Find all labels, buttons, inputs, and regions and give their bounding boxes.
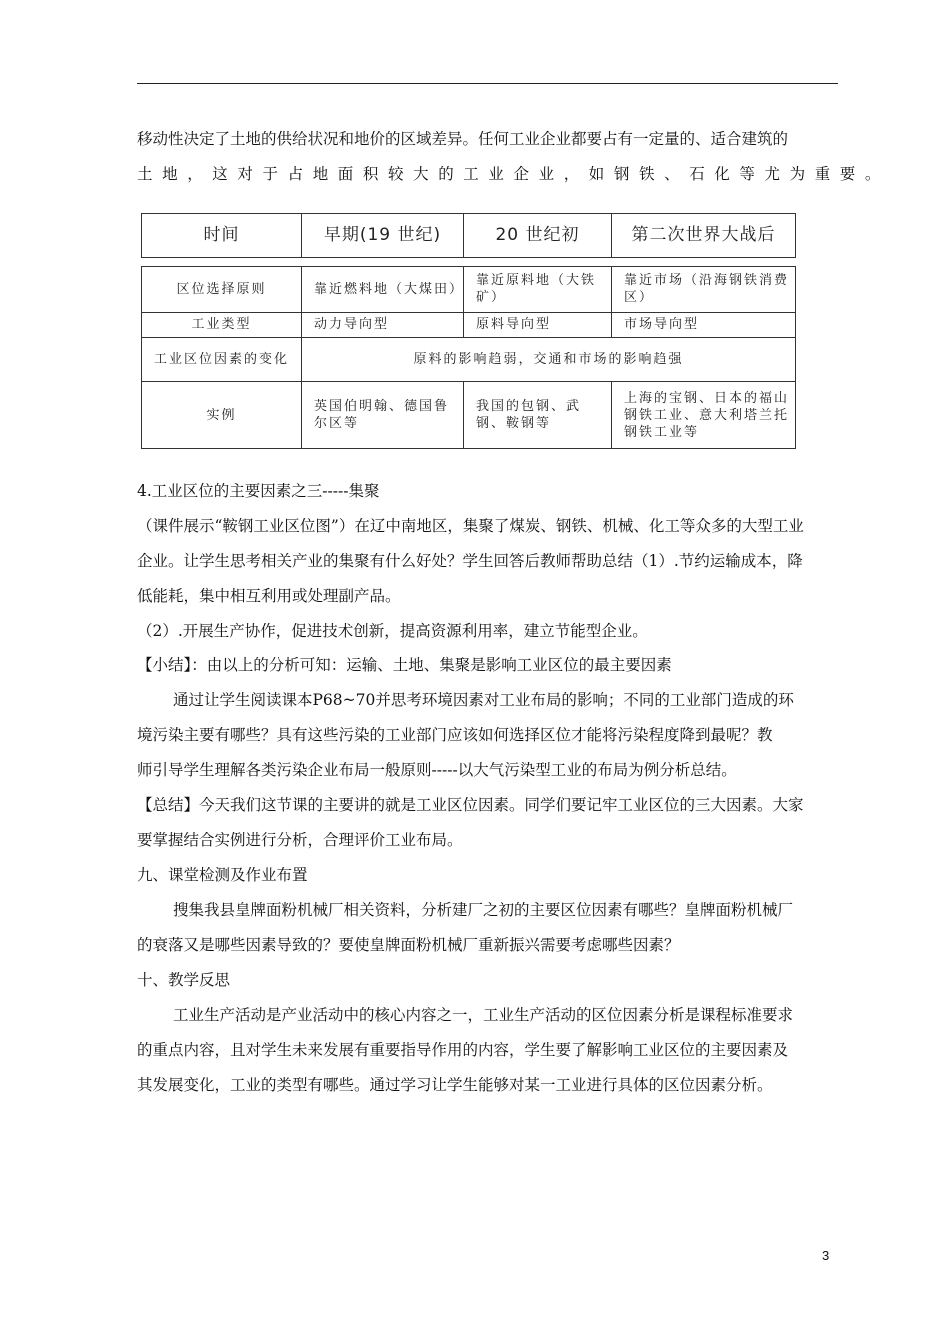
row-label: 区位选择原则 <box>142 266 302 313</box>
paragraph-line: 工业生产活动是产业活动中的核心内容之一，工业生产活动的区位因素分析是课程标准要求 <box>173 1006 794 1024</box>
row-label: 工业类型 <box>142 313 302 337</box>
paragraph-line: （2）.开展生产协作，促进技术创新，提高资源利用率，建立节能型企业。 <box>137 622 648 640</box>
table-cell: 靠近原料地（大铁矿） <box>464 266 612 313</box>
paragraph-line: 通过让学生阅读课本P68~70并思考环境因素对工业布局的影响；不同的工业部门造成的环 <box>173 691 794 709</box>
paragraph-line: 师引导学生理解各类污染企业布局一般原则-----以大气污染型工业的布局为例分析总结。 <box>137 761 737 779</box>
table-row <box>142 337 796 382</box>
paragraph-line: 的衰落又是哪些因素导致的？要使皇牌面粉机械厂重新振兴需要考虑哪些因素？ <box>137 936 680 954</box>
industry-location-table <box>141 213 795 449</box>
paragraph-line: 企业。让学生思考相关产业的集聚有什么好处？学生回答后教师帮助总结（1）.节约运输成本，降 <box>137 552 803 570</box>
summary-line: 【小结】：由以上的分析可知：运输、土地、集聚是影响工业区位的最主要因素 <box>137 656 672 674</box>
table-row <box>142 266 796 313</box>
table-cell: 市场导向型 <box>612 313 796 337</box>
paragraph-line: （课件展示“鞍钢工业区位图”）在辽中南地区，集聚了煤炭、钢铁、机械、化工等众多的大型工业 <box>137 517 804 535</box>
paragraph-line: 低能耗，集中相互利用或处理副产品。 <box>137 587 401 605</box>
conclusion-line: 【总结】今天我们这节课的主要讲的就是工业区位因素。同学们要记牢工业区位的三大因素。大家 <box>137 796 804 814</box>
section-heading: 九、课堂检测及作业布置 <box>137 866 308 884</box>
header-rule <box>137 83 838 84</box>
table-row <box>142 313 796 337</box>
table-cell: 靠近市场（沿海钢铁消费区） <box>612 266 796 313</box>
row-label: 实例 <box>142 382 302 449</box>
table-header-cell: 早期(19 世纪) <box>302 214 464 258</box>
paragraph-line: 的重点内容，且对学生未来发展有重要指导作用的内容，学生要了解影响工业区位的主要因素及 <box>137 1041 789 1059</box>
page-number: 3 <box>822 1248 830 1263</box>
paragraph-line: 搜集我县皇牌面粉机械厂相关资料，分析建厂之初的主要区位因素有哪些？皇牌面粉机械厂 <box>173 901 794 919</box>
table-cell-merged: 原料的影响趋弱，交通和市场的影响趋强 <box>302 337 796 382</box>
table-row <box>142 382 796 449</box>
conclusion-line: 要掌握结合实例进行分析，合理评价工业布局。 <box>137 831 463 849</box>
section-heading: 4.工业区位的主要因素之三-----集聚 <box>137 482 380 500</box>
paragraph-line: 境污染主要有哪些？具有这些污染的工业部门应该如何选择区位才能将污染程度降到最呢？教 <box>137 726 773 744</box>
section-heading: 十、教学反思 <box>137 971 231 989</box>
table-header-cell: 20 世纪初 <box>464 214 612 258</box>
table-header-cell: 第二次世界大战后 <box>612 214 796 258</box>
row-label: 工业区位因素的变化 <box>142 337 302 382</box>
paragraph-line: 其发展变化，工业的类型有哪些。通过学习让学生能够对某一工业进行具体的区位因素分析。 <box>137 1076 773 1094</box>
table-cell: 动力导向型 <box>302 313 464 337</box>
table-cell: 原料导向型 <box>464 313 612 337</box>
table-cell: 我国的包钢、武钢、鞍钢等 <box>464 382 612 449</box>
table-cell: 英国伯明翰、德国鲁尔区等 <box>302 382 464 449</box>
table-cell: 靠近燃料地（大煤田） <box>302 266 464 313</box>
table-header-cell: 时间 <box>142 214 302 258</box>
table-cell: 上海的宝钢、日本的福山钢铁工业、意大利塔兰托钢铁工业等 <box>612 382 796 449</box>
paragraph-line: 移动性决定了土地的供给状况和地价的区域差异。任何工业企业都要占有一定量的、适合建筑的 <box>137 130 789 148</box>
table-header-row <box>142 214 796 258</box>
paragraph-line: 土地，这对于占地面积较大的工业企业，如钢铁、石化等尤为重要。 <box>137 165 891 183</box>
